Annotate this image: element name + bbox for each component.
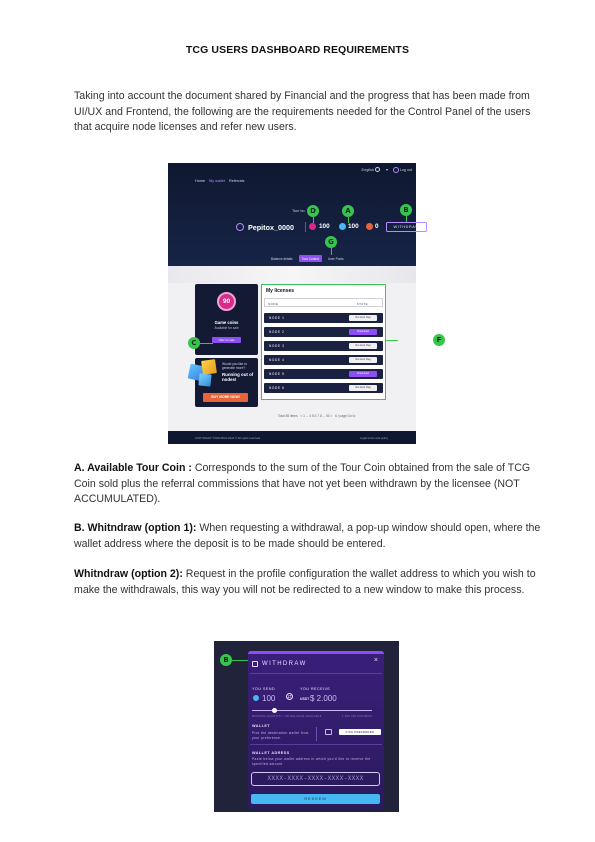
marker-b-arrow <box>232 660 248 661</box>
node-cube-icon <box>198 373 211 386</box>
pagination-current[interactable]: 6 <box>314 414 317 418</box>
dashboard-footer <box>168 431 416 444</box>
username: Pepitox_0000 <box>248 223 294 232</box>
licenses-panel <box>261 284 386 400</box>
swap-icon[interactable]: ⇄ <box>287 694 292 700</box>
marker-c: C <box>188 337 200 349</box>
tour-coin-icon <box>339 223 346 230</box>
node-cube-icon <box>201 359 217 375</box>
language-selector[interactable]: English <box>361 168 374 172</box>
wallet-hint: Pick the destination wallet from your preference. <box>252 731 309 740</box>
withdraw-modal <box>248 651 384 809</box>
main-nav <box>195 179 244 183</box>
avatar <box>236 223 244 231</box>
you-receive-label: YOU RECEIVE <box>300 687 331 691</box>
amount-slider-track[interactable] <box>252 710 372 711</box>
modal-accent-bar <box>248 651 384 654</box>
section-a-heading: A. Available Tour Coin : <box>74 462 192 474</box>
promo-headline: Running out of nodes! <box>222 372 254 383</box>
divider <box>305 222 306 232</box>
dashboard-tabs <box>268 255 347 262</box>
license-node-name: NODE 6 <box>269 386 285 390</box>
license-row[interactable] <box>264 341 383 351</box>
divider <box>250 673 382 674</box>
game-coins-title: Game coins <box>214 320 239 325</box>
logout-link[interactable]: Log out <box>400 168 412 172</box>
dashboard-screenshot <box>168 163 420 444</box>
intro-paragraph: Taking into account the document shared by Financial and the progress that has been made from UI/UX and Frontend, the following are the requirements needed for the Control Panel of the users that acquire node licenses and refer new users. <box>74 90 531 133</box>
amount-range <box>252 715 372 718</box>
marker-b-arrow <box>406 216 407 222</box>
divider <box>316 727 317 741</box>
pagination-per-page[interactable]: 6 / page <box>335 414 347 418</box>
promo-question: Would you like to generate more? <box>222 362 248 371</box>
tour-coin-value: 100 <box>348 223 359 230</box>
user-icon <box>393 167 399 173</box>
you-receive-value: $ 2.000 <box>310 694 337 703</box>
offer-for-sale-button[interactable]: Offer for sale <box>212 337 241 343</box>
pagination <box>278 414 355 418</box>
license-state-badge[interactable]: Not Auto Reg <box>349 315 377 321</box>
tab-balance-details[interactable]: Balance details <box>271 256 293 261</box>
wallet-select[interactable]: PICK PREFERRED WALLET <box>339 729 381 735</box>
globe-icon <box>375 167 380 172</box>
wallet-address-input[interactable]: XXXX-XXXX-XXXX-XXXX-XXXX <box>251 772 380 786</box>
tab-tour-control[interactable]: Tour Control <box>299 255 322 262</box>
section-b-heading: B. Whitndraw (option 1): <box>74 522 197 534</box>
col-state: STATE <box>356 301 368 306</box>
game-coin-icon <box>309 223 316 230</box>
section-b-body: When requesting a withdrawal, a pop-up window should open, where the wallet address where the deposit is to be made should be entered. <box>74 522 541 550</box>
wallet-icon <box>325 729 332 735</box>
redeem-button[interactable]: REDEEM <box>251 794 380 804</box>
col-node: NODE <box>268 301 279 306</box>
decorative-band <box>168 266 416 283</box>
nav-my-wallet[interactable]: My wallet <box>209 179 225 183</box>
footer-copyright: COPYRIGHT ©2022 BGS 2022 © All rights reserved. <box>195 436 261 440</box>
tour-balance-label: Tour bo <box>292 209 305 213</box>
nav-referrals[interactable]: Referrals <box>228 179 245 183</box>
game-coins-subtitle: Available for sale <box>214 326 239 330</box>
pagination-pages-after[interactable]: 7 8 ... 50 > <box>317 414 333 418</box>
withdraw-icon <box>252 661 258 667</box>
game-coin-value: 100 <box>319 223 330 230</box>
range-min: MINIMUM QUANTITY: 100 BALANCE AVAILABLE <box>252 715 322 718</box>
marker-b: B <box>220 654 232 666</box>
section-b2-heading: Whitndraw (option 2): <box>74 568 183 580</box>
marker-f-arrow <box>386 340 398 341</box>
address-label: WALLET ADRESS <box>252 751 290 755</box>
section-withdraw-option-2 <box>74 567 549 598</box>
game-coins-count: 90 <box>217 292 236 311</box>
nav-home[interactable]: Home <box>195 179 206 183</box>
you-send-label: YOU SEND <box>252 687 276 691</box>
license-state-badge[interactable]: Not Auto Reg <box>349 357 377 363</box>
license-state-badge[interactable]: Download <box>349 371 377 377</box>
licenses-header <box>264 298 383 307</box>
marker-g: G <box>325 236 337 248</box>
document-title: TCG USERS DASHBOARD REQUIREMENTS <box>185 44 410 56</box>
marker-c-arrow <box>200 343 213 344</box>
tour-coin-icon <box>253 695 259 701</box>
marker-d-arrow <box>313 217 314 223</box>
license-row[interactable] <box>264 313 383 323</box>
license-node-name: NODE 1 <box>269 316 285 320</box>
range-max: 1.000.000 MAXIMUM <box>342 715 372 718</box>
marker-b: B <box>400 204 412 216</box>
tcg-coin-icon <box>366 223 373 230</box>
license-node-name: NODE 3 <box>269 344 285 348</box>
buy-more-button[interactable]: BUY MORE NOW! <box>203 393 248 402</box>
marker-f: F <box>433 334 445 346</box>
chevron-down-icon: ▾ <box>385 167 388 172</box>
section-b2-body: Request in the profile configuration the wallet address to which you wish to make the withdrawals, this way you will not be redirected to a new window to make this process. <box>74 568 536 596</box>
license-state-badge[interactable]: Not Auto Reg <box>349 385 377 391</box>
marker-g-arrow <box>331 248 332 255</box>
pagination-pages-before[interactable]: < 1 ... 4 5 <box>300 414 314 418</box>
withdraw-button[interactable]: WITHDRAW <box>386 222 427 232</box>
pagination-total: Total 85 items <box>278 414 298 418</box>
withdraw-screenshot <box>214 641 399 812</box>
modal-title: WITHDRAW <box>262 661 307 667</box>
close-icon[interactable]: × <box>373 657 378 664</box>
section-a-body: Corresponds to the sum of the Tour Coin obtained from the sale of TCG Coin sold plus the referral commissions that have not yet been withdrawn by the licensee (NOT ACCUMULATED). <box>74 462 531 505</box>
footer-legal-link[interactable]: Legal terms and policy <box>360 436 388 440</box>
tab-user-pools[interactable]: User Pools <box>328 256 344 261</box>
license-state-badge[interactable]: Not Auto Reg <box>349 343 377 349</box>
you-send-value[interactable]: 100 <box>262 694 276 703</box>
pagination-goto[interactable]: Go to <box>347 414 356 418</box>
license-state-badge[interactable]: Download <box>349 329 377 335</box>
divider <box>250 744 382 745</box>
license-row[interactable] <box>264 327 383 337</box>
marker-a-arrow <box>348 217 349 223</box>
license-row[interactable] <box>264 383 383 393</box>
license-row[interactable] <box>264 355 383 365</box>
section-withdraw-option-1 <box>74 521 549 552</box>
marker-a: A <box>342 205 354 217</box>
license-node-name: NODE 5 <box>269 372 285 376</box>
license-node-name: NODE 2 <box>269 330 285 334</box>
licenses-title: My licenses <box>266 288 295 294</box>
wallet-label: WALLET <box>252 724 271 728</box>
dashboard-header <box>168 163 420 266</box>
section-available-tour-coin <box>74 461 549 508</box>
license-row[interactable] <box>264 369 383 379</box>
currency-label: USDT <box>300 697 310 701</box>
tcg-coin-value: 0 <box>375 223 379 230</box>
amount-slider-handle[interactable] <box>272 708 277 713</box>
address-hint: Paste below your wallet address in which you'd like to receive the specified amount <box>252 757 371 766</box>
marker-d: D <box>307 205 319 217</box>
license-node-name: NODE 4 <box>269 358 285 362</box>
promo-card <box>195 358 258 407</box>
game-coins-card <box>195 284 258 355</box>
